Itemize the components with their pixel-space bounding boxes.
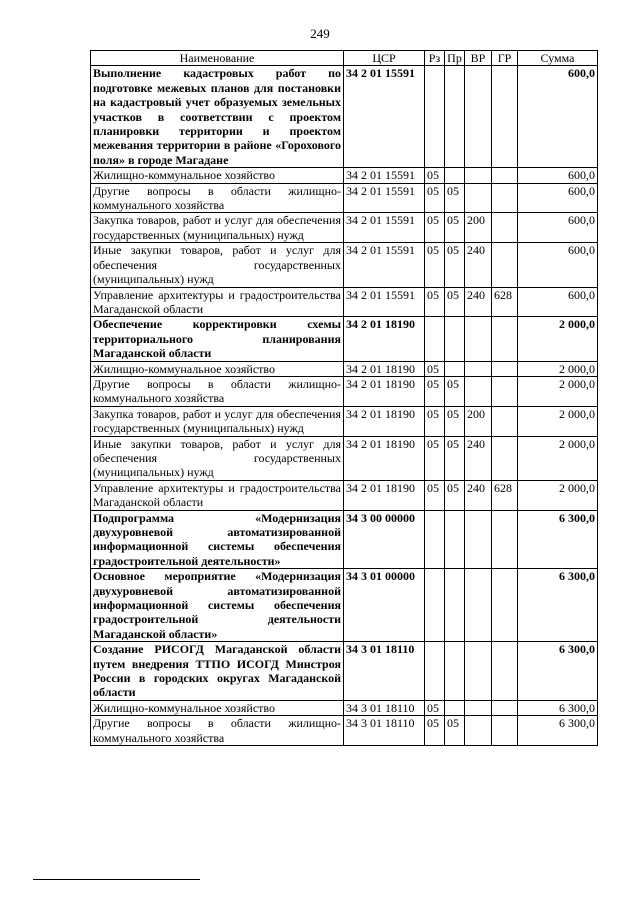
cell-csr: 34 2 01 15591 [344, 168, 425, 183]
cell-pr [445, 569, 465, 642]
cell-sum: 6 300,0 [518, 700, 598, 715]
cell-name: Основное мероприятие «Модернизация двухуровневой автоматизированной информационной системы обеспечения градостроительной деятельности Магаданской области» [91, 569, 344, 642]
cell-name: Закупка товаров, работ и услуг для обеспечения государственных (муниципальных) нужд [91, 406, 344, 436]
cell-gr [492, 183, 518, 213]
cell-pr [445, 317, 465, 361]
cell-sum: 2 000,0 [518, 376, 598, 406]
cell-vr [465, 510, 492, 569]
header-csr: ЦСР [344, 51, 425, 66]
cell-csr: 34 2 01 15591 [344, 66, 425, 168]
cell-name: Управление архитектуры и градостроительства Магаданской области [91, 287, 344, 317]
cell-name: Обеспечение корректировки схемы территориального планирования Магаданской области [91, 317, 344, 361]
cell-rz: 05 [425, 700, 445, 715]
cell-rz: 05 [425, 183, 445, 213]
cell-rz: 05 [425, 406, 445, 436]
cell-gr: 628 [492, 287, 518, 317]
cell-pr: 05 [445, 480, 465, 510]
cell-sum: 600,0 [518, 213, 598, 243]
cell-name: Жилищно-коммунальное хозяйство [91, 168, 344, 183]
table-row [91, 361, 598, 376]
table-row [91, 243, 598, 287]
cell-sum: 6 300,0 [518, 510, 598, 569]
table-row [91, 287, 598, 317]
cell-sum: 2 000,0 [518, 361, 598, 376]
cell-gr [492, 716, 518, 746]
cell-csr: 34 2 01 15591 [344, 243, 425, 287]
cell-gr [492, 66, 518, 168]
cell-csr: 34 2 01 18190 [344, 361, 425, 376]
cell-gr [492, 406, 518, 436]
table-header [91, 51, 598, 66]
cell-sum: 6 300,0 [518, 716, 598, 746]
cell-rz [425, 569, 445, 642]
cell-pr: 05 [445, 183, 465, 213]
cell-vr [465, 700, 492, 715]
table-row [91, 406, 598, 436]
cell-sum: 2 000,0 [518, 436, 598, 480]
cell-name: Другие вопросы в области жилищно-коммунального хозяйства [91, 376, 344, 406]
header-pr: Пр [445, 51, 465, 66]
cell-vr [465, 569, 492, 642]
cell-gr: 628 [492, 480, 518, 510]
cell-vr [465, 376, 492, 406]
cell-name: Управление архитектуры и градостроительства Магаданской области [91, 480, 344, 510]
cell-rz: 05 [425, 361, 445, 376]
cell-gr [492, 361, 518, 376]
cell-sum: 600,0 [518, 287, 598, 317]
cell-gr [492, 569, 518, 642]
cell-pr: 05 [445, 213, 465, 243]
header-gr: ГР [492, 51, 518, 66]
cell-vr: 200 [465, 213, 492, 243]
cell-name: Другие вопросы в области жилищно-коммунального хозяйства [91, 183, 344, 213]
table-row [91, 716, 598, 746]
cell-vr: 240 [465, 243, 492, 287]
cell-name: Жилищно-коммунальное хозяйство [91, 700, 344, 715]
cell-gr [492, 168, 518, 183]
header-name: Наименование [91, 51, 344, 66]
cell-csr: 34 2 01 15591 [344, 287, 425, 317]
cell-vr [465, 168, 492, 183]
cell-rz: 05 [425, 287, 445, 317]
cell-sum: 6 300,0 [518, 569, 598, 642]
cell-rz: 05 [425, 168, 445, 183]
cell-sum: 600,0 [518, 183, 598, 213]
cell-vr [465, 66, 492, 168]
cell-gr [492, 700, 518, 715]
cell-csr: 34 2 01 18190 [344, 480, 425, 510]
table-row [91, 213, 598, 243]
table-row [91, 376, 598, 406]
cell-pr [445, 642, 465, 701]
cell-pr [445, 510, 465, 569]
header-rz: Рз [425, 51, 445, 66]
cell-csr: 34 2 01 18190 [344, 376, 425, 406]
cell-sum: 6 300,0 [518, 642, 598, 701]
cell-rz: 05 [425, 716, 445, 746]
cell-vr: 240 [465, 287, 492, 317]
cell-vr [465, 642, 492, 701]
cell-rz [425, 642, 445, 701]
cell-pr [445, 168, 465, 183]
cell-csr: 34 2 01 15591 [344, 183, 425, 213]
cell-rz [425, 66, 445, 168]
cell-gr [492, 243, 518, 287]
cell-gr [492, 642, 518, 701]
cell-pr: 05 [445, 243, 465, 287]
table-row [91, 168, 598, 183]
cell-name: Создание РИСОГД Магаданской области путем внедрения ТТПО ИСОГД Минстроя России в городских округах Магаданской области [91, 642, 344, 701]
cell-name: Жилищно-коммунальное хозяйство [91, 361, 344, 376]
table-row [91, 642, 598, 701]
cell-rz: 05 [425, 243, 445, 287]
table-row [91, 480, 598, 510]
cell-pr: 05 [445, 436, 465, 480]
cell-vr [465, 361, 492, 376]
cell-rz: 05 [425, 376, 445, 406]
table-row [91, 317, 598, 361]
cell-sum: 600,0 [518, 168, 598, 183]
cell-csr: 34 2 01 18190 [344, 317, 425, 361]
cell-pr: 05 [445, 287, 465, 317]
cell-rz [425, 510, 445, 569]
footnote-rule [33, 879, 200, 880]
cell-csr: 34 2 01 18190 [344, 406, 425, 436]
cell-name: Иные закупки товаров, работ и услуг для обеспечения государственных (муниципальных) нужд [91, 243, 344, 287]
cell-csr: 34 3 01 00000 [344, 569, 425, 642]
page-number: 249 [310, 26, 330, 41]
cell-pr: 05 [445, 376, 465, 406]
cell-vr [465, 317, 492, 361]
cell-name: Подпрограмма «Модернизация двухуровневой автоматизированной информационной системы обеспечения градостроительной деятельности» [91, 510, 344, 569]
budget-table [90, 50, 598, 746]
cell-pr: 05 [445, 716, 465, 746]
cell-pr [445, 700, 465, 715]
cell-csr: 34 3 01 18110 [344, 700, 425, 715]
cell-sum: 600,0 [518, 243, 598, 287]
cell-vr: 240 [465, 480, 492, 510]
header-vr: ВР [465, 51, 492, 66]
cell-gr [492, 376, 518, 406]
cell-name: Другие вопросы в области жилищно-коммунального хозяйства [91, 716, 344, 746]
table-body [91, 66, 598, 746]
cell-sum: 2 000,0 [518, 406, 598, 436]
cell-csr: 34 3 01 18110 [344, 716, 425, 746]
table-row [91, 700, 598, 715]
cell-pr [445, 66, 465, 168]
cell-rz: 05 [425, 480, 445, 510]
cell-gr [492, 213, 518, 243]
cell-csr: 34 3 01 18110 [344, 642, 425, 701]
cell-rz: 05 [425, 436, 445, 480]
table-row [91, 183, 598, 213]
table-row [91, 66, 598, 168]
cell-csr: 34 3 00 00000 [344, 510, 425, 569]
cell-gr [492, 510, 518, 569]
cell-gr [492, 317, 518, 361]
table-row [91, 510, 598, 569]
cell-vr [465, 183, 492, 213]
header-sum: Сумма [518, 51, 598, 66]
cell-csr: 34 2 01 15591 [344, 213, 425, 243]
cell-name: Закупка товаров, работ и услуг для обеспечения государственных (муниципальных) нужд [91, 213, 344, 243]
table-row [91, 436, 598, 480]
cell-sum: 600,0 [518, 66, 598, 168]
cell-csr: 34 2 01 18190 [344, 436, 425, 480]
cell-vr: 240 [465, 436, 492, 480]
cell-name: Иные закупки товаров, работ и услуг для обеспечения государственных (муниципальных) нужд [91, 436, 344, 480]
cell-gr [492, 436, 518, 480]
cell-rz [425, 317, 445, 361]
cell-rz: 05 [425, 213, 445, 243]
cell-vr: 200 [465, 406, 492, 436]
cell-name: Выполнение кадастровых работ по подготовке межевых планов для постановки на кадастровый учет образуемых земельных участков в соответствии с проектом планировки территории и проектом межевания территории в районе «Горохового поля» в городе Магадане [91, 66, 344, 168]
table-row [91, 569, 598, 642]
cell-pr [445, 361, 465, 376]
cell-pr: 05 [445, 406, 465, 436]
cell-sum: 2 000,0 [518, 480, 598, 510]
cell-vr [465, 716, 492, 746]
cell-sum: 2 000,0 [518, 317, 598, 361]
